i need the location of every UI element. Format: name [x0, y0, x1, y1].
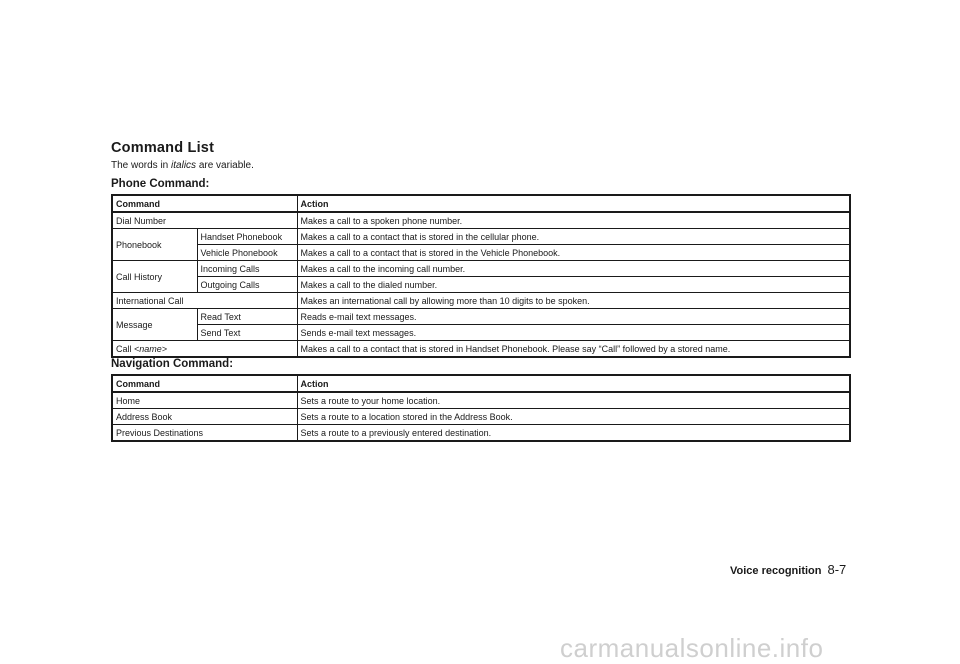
action-cell: Makes a call to the dialed number. — [297, 277, 850, 293]
document-page — [111, 140, 851, 442]
table-row — [112, 277, 850, 293]
command-column-header: Command — [112, 375, 297, 392]
subcommand-cell: Incoming Calls — [197, 261, 297, 277]
table-row — [112, 409, 850, 425]
action-cell: Makes a call to a spoken phone number. — [297, 212, 850, 229]
action-cell: Sets a route to a previously entered destination. — [297, 425, 850, 442]
command-cell: Previous Destinations — [112, 425, 297, 442]
subcommand-cell: Vehicle Phonebook — [197, 245, 297, 261]
table-row — [112, 309, 850, 325]
command-cell: Call <name> — [112, 341, 297, 358]
command-column-header: Command — [112, 195, 297, 212]
action-cell: Sets a route to a location stored in the Address Book. — [297, 409, 850, 425]
table-row — [112, 325, 850, 341]
table-row — [112, 425, 850, 442]
section-name: Voice recognition — [730, 565, 822, 577]
action-cell: Makes a call to the incoming call number. — [297, 261, 850, 277]
subcommand-cell: Handset Phonebook — [197, 229, 297, 245]
phone-command-table — [111, 194, 851, 358]
italics-word: italics — [171, 160, 197, 171]
navigation-command-heading: Navigation Command: — [111, 358, 234, 370]
page-title: Command List — [111, 140, 215, 156]
action-column-header: Action — [297, 195, 850, 212]
command-cell: International Call — [112, 293, 297, 309]
action-cell: Sets a route to your home location. — [297, 392, 850, 409]
navigation-command-table — [111, 374, 851, 442]
subcommand-cell: Send Text — [197, 325, 297, 341]
variable-name: <name> — [134, 343, 168, 354]
table-row — [112, 245, 850, 261]
table-row — [112, 229, 850, 245]
action-cell: Makes a call to a contact that is stored in the cellular phone. — [297, 229, 850, 245]
action-cell: Makes an international call by allowing more than 10 digits to be spoken. — [297, 293, 850, 309]
watermark: carmanualsonline.info — [560, 633, 824, 663]
command-cell: Phonebook — [112, 229, 197, 261]
table-row — [112, 261, 850, 277]
subcommand-cell: Outgoing Calls — [197, 277, 297, 293]
intro-text: The words in italics are variable. — [111, 160, 254, 171]
subcommand-cell: Read Text — [197, 309, 297, 325]
action-cell: Makes a call to a contact that is stored in Handset Phonebook. Please say “Call” followed by a stored name. — [297, 341, 850, 358]
action-column-header: Action — [297, 375, 850, 392]
action-cell: Sends e-mail text messages. — [297, 325, 850, 341]
command-cell: Dial Number — [112, 212, 297, 229]
phone-command-heading: Phone Command: — [111, 178, 210, 190]
command-cell: Call History — [112, 261, 197, 293]
command-cell: Message — [112, 309, 197, 341]
page-footer — [730, 562, 846, 577]
action-cell: Reads e-mail text messages. — [297, 309, 850, 325]
table-row — [112, 212, 850, 229]
table-row — [112, 341, 850, 358]
page-number: 8-7 — [827, 562, 847, 577]
table-row — [112, 392, 850, 409]
action-cell: Makes a call to a contact that is stored in the Vehicle Phonebook. — [297, 245, 850, 261]
command-cell: Address Book — [112, 409, 297, 425]
table-row — [112, 293, 850, 309]
table-header-row — [112, 375, 850, 392]
command-cell: Home — [112, 392, 297, 409]
table-header-row — [112, 195, 850, 212]
